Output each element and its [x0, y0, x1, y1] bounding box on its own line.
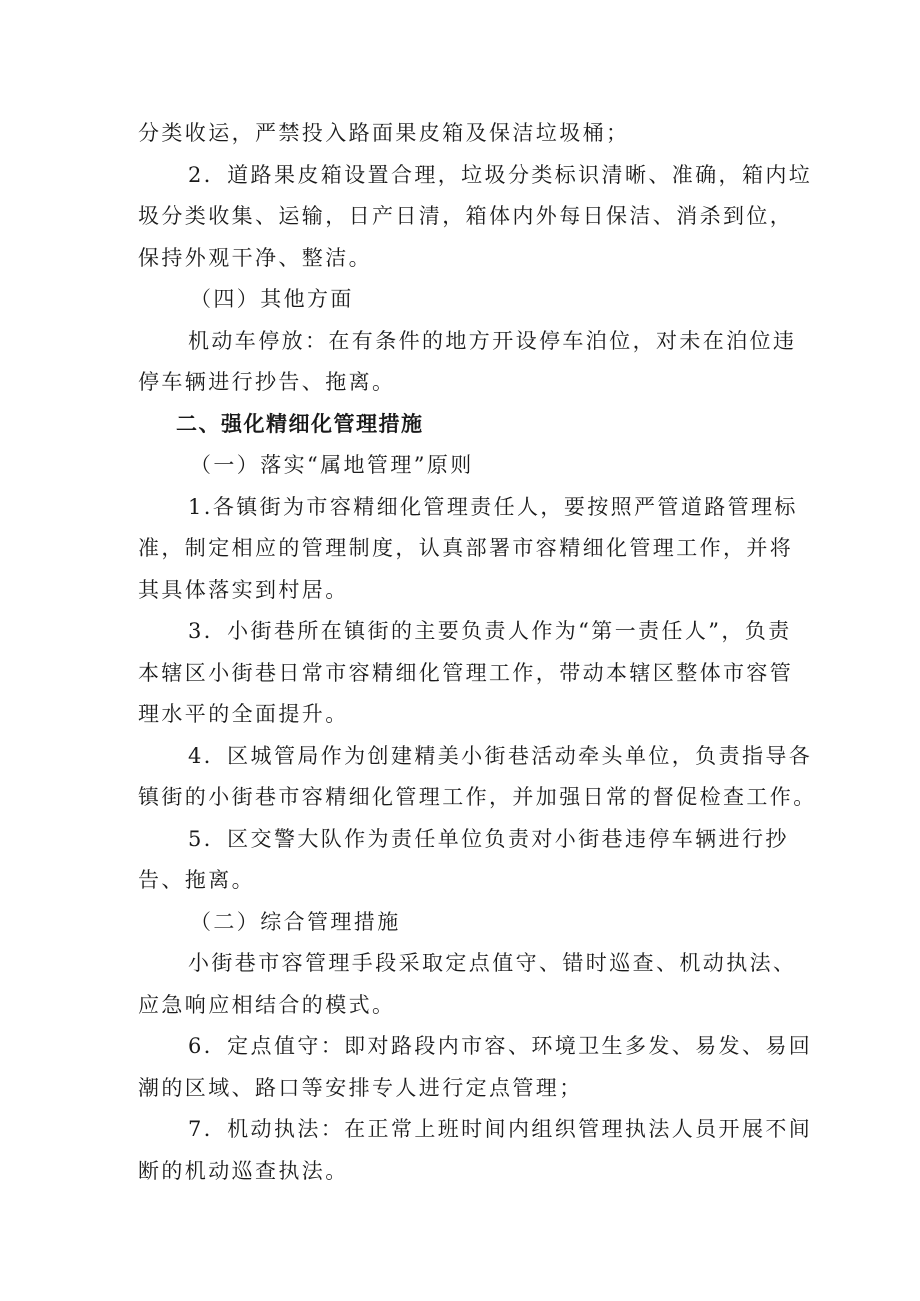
paragraph-line: 其具体落实到村居。	[138, 577, 349, 602]
paragraph-line: 6．定点值守：即对路段内市容、环境卫生多发、易发、易回	[188, 1034, 813, 1058]
section-heading: 二、强化精细化管理措施	[176, 411, 424, 436]
paragraph-line: 保持外观干净、整洁。	[138, 245, 372, 270]
paragraph-line: 分类收运，严禁投入路面果皮箱及保洁垃圾桶；	[138, 121, 630, 145]
paragraph-line: 5．区交警大队作为责任单位负责对小街巷违停车辆进行抄	[188, 826, 789, 851]
paragraph-line: 4．区城管局作为创建精美小街巷活动牵头单位，负责指导各	[188, 743, 813, 768]
section-subheading: （二）综合管理措施	[190, 909, 401, 934]
paragraph-line: 理水平的全面提升。	[138, 702, 349, 726]
section-subheading: （四）其他方面	[190, 287, 354, 311]
paragraph-line: 小街巷市容管理手段采取定点值守、错时巡查、机动执法、	[188, 951, 797, 975]
paragraph-line: 3．小街巷所在镇街的主要负责人作为“第一责任人”，负责	[188, 619, 792, 643]
paragraph-line: 应急响应相结合的模式。	[138, 992, 396, 1017]
paragraph-line: 停车辆进行抄告、拖离。	[138, 370, 396, 394]
paragraph-line: 镇街的小街巷市容精细化管理工作，并加强日常的督促检查工作。	[138, 785, 817, 809]
paragraph-line: 准，制定相应的管理制度，认真部署市容精细化管理工作，并将	[138, 536, 794, 560]
paragraph-line: 机动车停放：在有条件的地方开设停车泊位，对未在泊位违	[188, 328, 797, 353]
paragraph-line: 圾分类收集、运输，日产日清，箱体内外每日保洁、消杀到位，	[138, 204, 794, 228]
paragraph-line: 7．机动执法：在正常上班时间内组织管理执法人员开展不间	[188, 1117, 813, 1141]
paragraph-line: 断的机动巡查执法。	[138, 1158, 349, 1183]
paragraph-line: 告、拖离。	[138, 868, 255, 892]
paragraph-line: 1.各镇街为市容精细化管理责任人，要按照严管道路管理标	[188, 494, 798, 519]
section-subheading: （一）落实“属地管理”原则	[190, 453, 474, 477]
paragraph-line: 本辖区小街巷日常市容精细化管理工作，带动本辖区整体市容管	[138, 660, 794, 685]
paragraph-line: 2．道路果皮箱设置合理，垃圾分类标识清晰、准确，箱内垃	[188, 162, 813, 187]
paragraph-line: 潮的区域、路口等安排专人进行定点管理；	[138, 1075, 583, 1100]
